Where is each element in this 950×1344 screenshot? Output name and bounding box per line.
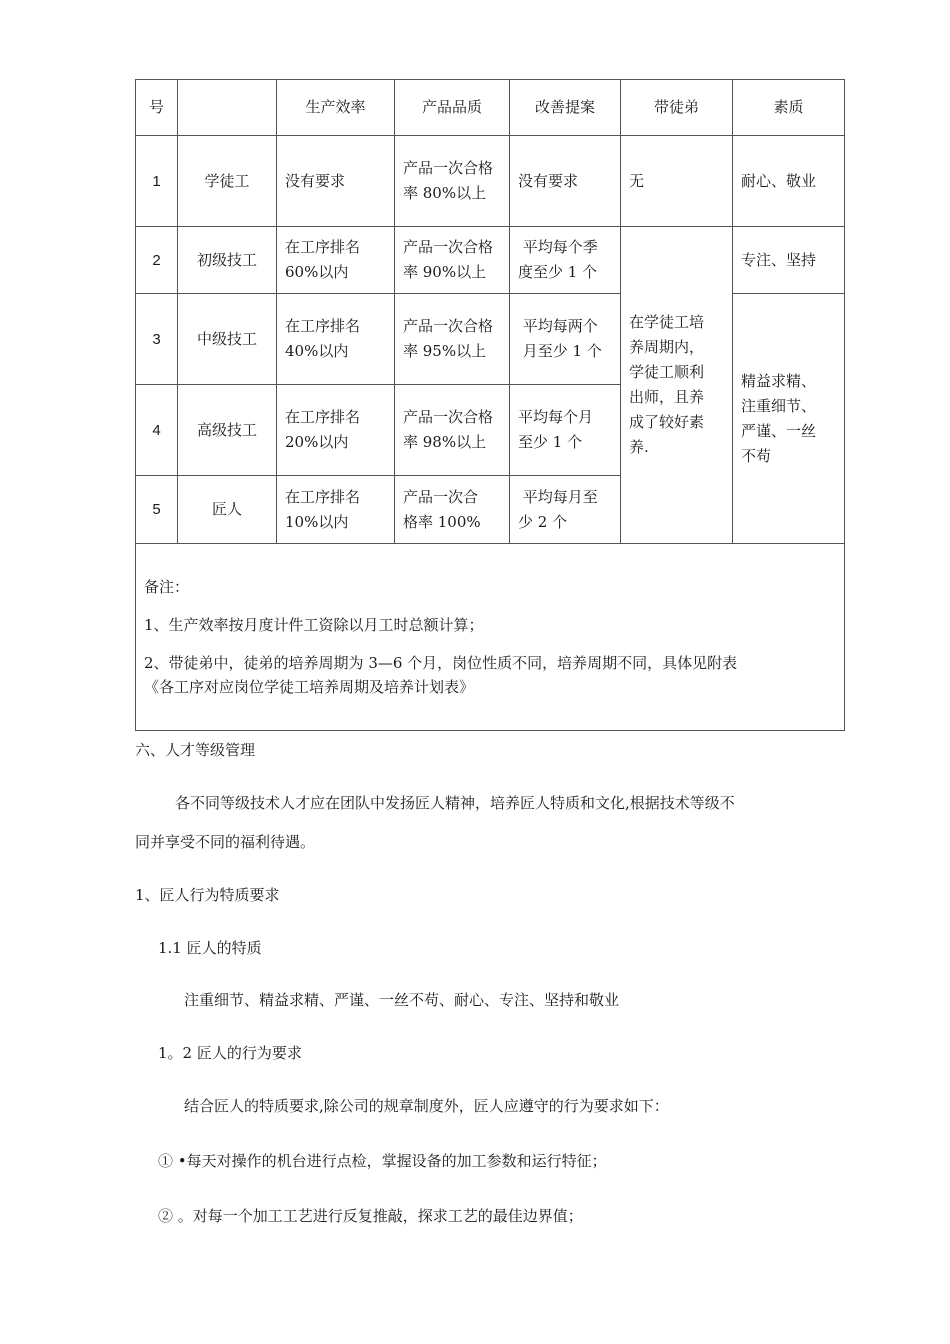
header-proposal: 改善提案 <box>510 80 621 136</box>
row-proposal <box>510 294 621 385</box>
intro-paragraph-line: 各不同等级技术人才应在团队中发扬匠人精神，培养匠人特质和文化,根据技术等级不 <box>175 794 735 812</box>
cell-line: 耐心、敬业 <box>741 171 817 190</box>
row-apprentice <box>621 136 733 227</box>
row-number: 1 <box>136 136 178 227</box>
cell-line: 20%以内 <box>285 433 349 451</box>
cell-line: 在工序排名 <box>285 238 361 256</box>
cell-line: 在工序排名 <box>285 487 361 506</box>
subsection-title: 1、匠人行为特质要求 <box>135 886 280 904</box>
table-row <box>136 136 845 227</box>
traits-merged-cell <box>733 294 845 544</box>
cell-line: 产品一次合格 <box>403 159 494 177</box>
cell-line: 养. <box>629 438 649 456</box>
section-title: 六、人才等级管理 <box>135 741 256 759</box>
header-efficiency: 生产效率 <box>277 80 395 136</box>
cell-line: 产品一次合格 <box>403 408 494 426</box>
row-proposal <box>510 227 621 294</box>
notes-line: 《各工序对应岗位学徒工培养周期及培养计划表》 <box>144 678 475 696</box>
cell-line: 出师，且养 <box>629 388 705 406</box>
row-number: 2 <box>136 227 178 294</box>
notes-row <box>136 544 845 731</box>
row-quality <box>395 385 510 476</box>
cell-line: 至少 1 个 <box>518 433 583 451</box>
row-efficiency <box>277 476 395 544</box>
row-efficiency <box>277 136 395 227</box>
cell-line: 度至少 1 个 <box>518 263 598 281</box>
cell-line: 率 98%以上 <box>403 433 487 451</box>
cell-line: 成了较好素 <box>629 413 705 431</box>
list-item: ② 。对每一个加工工艺进行反复推敲，探求工艺的最佳边界值； <box>158 1207 583 1225</box>
row-quality <box>395 227 510 294</box>
notes-cell <box>136 544 845 731</box>
table-row <box>136 227 845 294</box>
cell-line: 精益求精、 <box>741 371 817 390</box>
row-efficiency <box>277 385 395 476</box>
talent-level-table <box>135 79 845 731</box>
notes-line: 1、生产效率按月度计件工资除以月工时总额计算； <box>144 616 484 634</box>
row-number: 5 <box>136 476 178 544</box>
header-number: 号 <box>136 80 178 136</box>
row-level: 高级技工 <box>178 385 277 476</box>
apprentice-merged-cell <box>621 227 733 544</box>
cell-line: 40%以内 <box>285 342 349 360</box>
header-quality: 产品品质 <box>395 80 510 136</box>
cell-line: 没有要求 <box>518 171 579 190</box>
cell-line: 专注、坚持 <box>741 250 817 269</box>
row-quality <box>395 476 510 544</box>
cell-line: 产品一次合格 <box>403 238 494 256</box>
row-level: 匠人 <box>178 476 277 544</box>
table-row <box>136 294 845 385</box>
cell-line: 在工序排名 <box>285 408 361 426</box>
cell-line: 率 80%以上 <box>403 184 487 202</box>
cell-line: 60%以内 <box>285 263 349 281</box>
paragraph-text: 注重细节、精益求精、严谨、一丝不苟、耐心、专注、坚持和敬业 <box>184 991 620 1009</box>
cell-line: 严谨、一丝 <box>741 421 817 440</box>
row-quality <box>395 294 510 385</box>
cell-line: 10%以内 <box>285 512 349 531</box>
row-proposal <box>510 476 621 544</box>
row-level: 学徒工 <box>178 136 277 227</box>
notes-title: 备注： <box>144 578 190 596</box>
row-traits <box>733 136 845 227</box>
cell-line: 养周期内， <box>629 338 705 356</box>
subsection-title: 1。2 匠人的行为要求 <box>158 1044 302 1062</box>
row-number: 3 <box>136 294 178 385</box>
row-level: 初级技工 <box>178 227 277 294</box>
cell-line: 率 90%以上 <box>403 263 487 281</box>
row-quality <box>395 136 510 227</box>
cell-line: 率 95%以上 <box>403 342 487 360</box>
row-proposal <box>510 136 621 227</box>
intro-paragraph-line: 同并享受不同的福利待遇。 <box>135 833 316 851</box>
cell-line: 在工序排名 <box>285 317 361 335</box>
cell-line: 产品一次合格 <box>403 317 494 335</box>
row-level: 中级技工 <box>178 294 277 385</box>
cell-line: 产品一次合 <box>403 487 479 506</box>
cell-line: 平均每个月 <box>518 408 594 426</box>
cell-line: 平均每个季 <box>518 238 598 256</box>
notes-line: 2、带徒弟中，徒弟的培养周期为 3—6 个月，岗位性质不同，培养周期不同，具体见附表 <box>144 654 738 672</box>
row-efficiency <box>277 294 395 385</box>
cell-line: 月至少 1 个 <box>518 342 602 360</box>
header-traits: 素质 <box>733 80 845 136</box>
subsection-title: 1.1 匠人的特质 <box>158 939 262 957</box>
cell-line: 格率 100% <box>403 512 481 531</box>
row-proposal <box>510 385 621 476</box>
cell-line: 平均每两个 <box>518 317 598 335</box>
header-level <box>178 80 277 136</box>
cell-line: 不苟 <box>741 446 772 465</box>
row-traits <box>733 227 845 294</box>
list-item: ① •每天对操作的机台进行点检，掌握设备的加工参数和运行特征； <box>158 1152 607 1170</box>
cell-line: 少 2 个 <box>518 512 568 531</box>
cell-line: 无 <box>629 171 645 190</box>
header-apprentice: 带徒弟 <box>621 80 733 136</box>
cell-line: 在学徒工培 <box>629 313 705 331</box>
row-efficiency <box>277 227 395 294</box>
cell-line: 没有要求 <box>285 171 346 190</box>
paragraph-text: 结合匠人的特质要求,除公司的规章制度外，匠人应遵守的行为要求如下： <box>184 1097 669 1115</box>
cell-line: 注重细节、 <box>741 396 817 415</box>
cell-line: 学徒工顺利 <box>629 363 705 381</box>
cell-line: 平均每月至 <box>518 487 598 506</box>
row-number: 4 <box>136 385 178 476</box>
table-header-row <box>136 80 845 136</box>
